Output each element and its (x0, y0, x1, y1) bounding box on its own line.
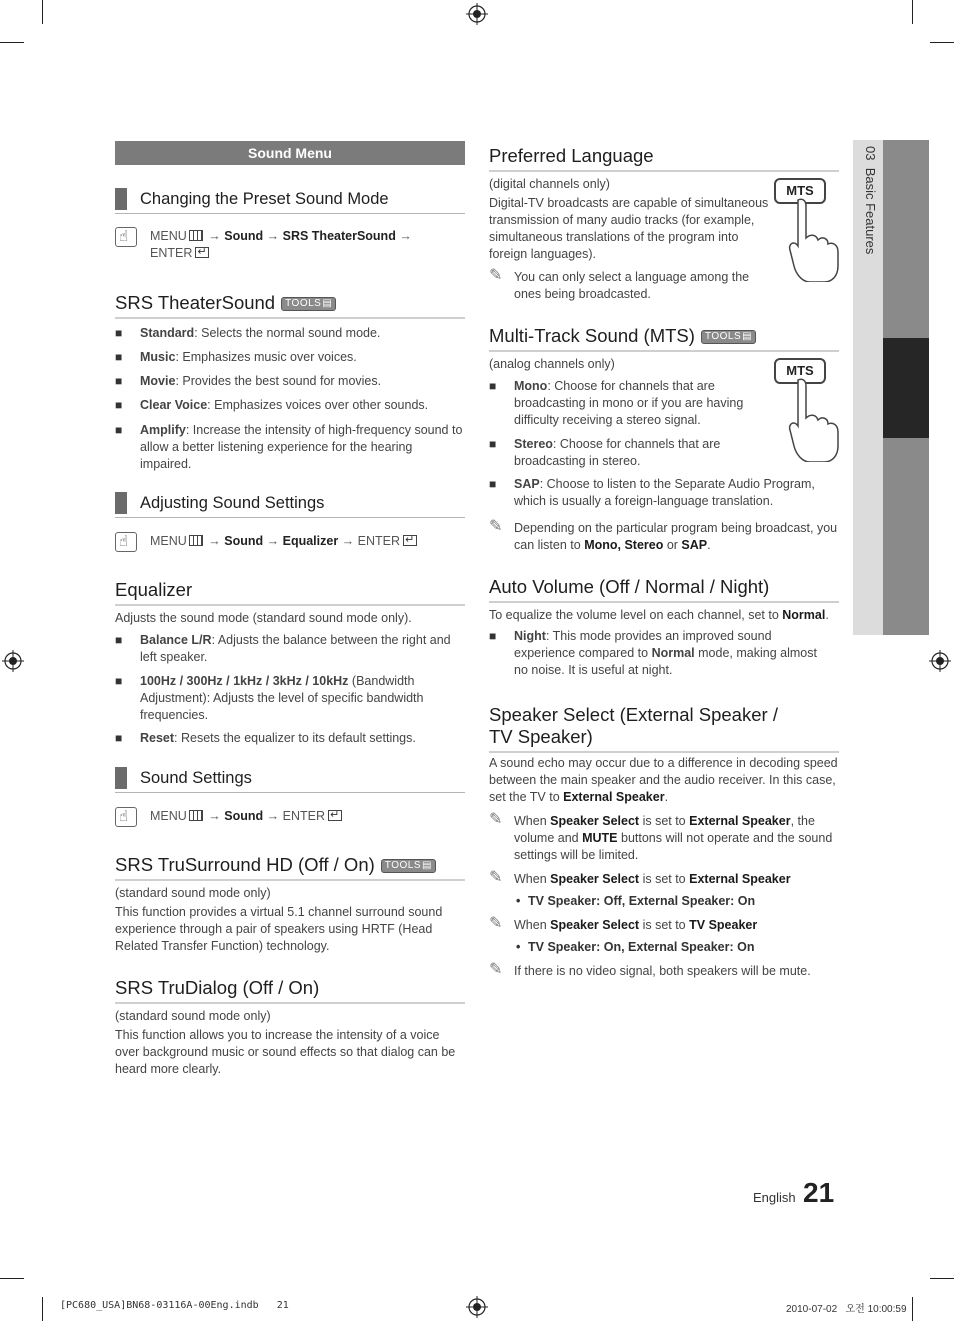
hand-icon (115, 807, 137, 827)
mts-heading: Multi-Track Sound (MTS) TOOLS ▤ (489, 325, 839, 352)
list-item: ■ Balance L/R: Adjusts the balance between the right and left speaker. (115, 632, 465, 666)
side-tab-block (883, 140, 929, 338)
preset-menu-path: ☝ MENU → Sound → SRS TheaterSound → ENTER↵ (115, 228, 445, 262)
list-item: ■ Movie: Provides the best sound for movies. (115, 373, 465, 390)
chapter-number: 03 (863, 146, 878, 161)
menu-icon (189, 230, 203, 241)
mts-button-illustration: MTS (774, 358, 826, 384)
trusurround-heading: SRS TruSurround HD (Off / On) TOOLS ▤ (115, 854, 465, 881)
mts-note: ✎ Depending on the particular program being broadcast, you can listen to Mono, Stereo or SAP. (489, 520, 839, 554)
sound-settings-menu-path: ☝ MENU → Sound → ENTER↵ (115, 808, 445, 825)
side-tab-active-block (883, 338, 929, 438)
crop-mark (0, 1278, 24, 1279)
crop-mark (0, 42, 24, 43)
finger-press-icon (786, 376, 842, 462)
side-tab-label (857, 146, 881, 346)
list-item: ■ Stereo: Choose for channels that are broadcasting in stereo. (489, 436, 754, 470)
registration-mark-icon (466, 1296, 488, 1318)
tools-badge: TOOLS ▤ (381, 859, 436, 873)
list-item: ■ 100Hz / 300Hz / 1kHz / 3kHz / 10kHz (Bandwidth Adjustment): Adjusts the level of specific bandwidth frequencies. (115, 673, 465, 724)
enter-icon (195, 247, 209, 258)
crop-mark (912, 1297, 913, 1321)
srs-theatersound-heading: SRS TheaterSound TOOLS ▤ (115, 292, 465, 319)
trusurround-sub: (standard sound mode only) (115, 886, 271, 900)
footer-file: [PC680_USA]BN68-03116A-00Eng.indb 21 (60, 1300, 289, 1311)
speaker-note: ✎ When Speaker Select is set to External Speaker (489, 871, 839, 888)
adjust-heading: Adjusting Sound Settings (115, 492, 465, 518)
chapter-title: Basic Features (863, 167, 878, 255)
sound-menu-bar: Sound Menu (115, 141, 465, 165)
footer-date: 2010-07-02 오전 10:00:59 (786, 1304, 907, 1315)
list-item: ■ Amplify: Increase the intensity of high-frequency sound to allow a better listening experience for the hearing impaired. (115, 422, 465, 473)
trudialog-body: This function allows you to increase the intensity of a voice over background music or sound effects so that dialog can be heard more clearly. (115, 1028, 456, 1076)
list-item: ■ Standard: Selects the normal sound mode. (115, 325, 465, 342)
enter-icon (403, 535, 417, 546)
speaker-select-heading: Speaker Select (External Speaker / TV Speaker) (489, 704, 839, 753)
trudialog-sub: (standard sound mode only) (115, 1009, 271, 1023)
equalizer-heading: Equalizer (115, 579, 465, 606)
hand-icon (115, 532, 137, 552)
side-tab-block (883, 438, 929, 635)
list-item: ■ SAP: Choose to listen to the Separate Audio Program, which is usually a foreign-language translation. (489, 476, 839, 510)
equalizer-intro: Adjusts the sound mode (standard sound mode only). (115, 611, 412, 625)
mts-button-illustration: MTS (774, 178, 826, 204)
crop-mark (930, 42, 954, 43)
speaker-note: ✎ When Speaker Select is set to TV Speaker (489, 917, 839, 934)
preferred-note: ✎ You can only select a language among the ones being broadcasted. (489, 269, 769, 303)
crop-mark (42, 0, 43, 24)
adjust-menu-path: ☝ MENU → Sound → Equalizer → ENTER↵ (115, 533, 445, 550)
list-item: ■ Reset: Resets the equalizer to its default settings. (115, 730, 465, 747)
speaker-note: ✎ If there is no video signal, both speakers will be mute. (489, 963, 839, 980)
list-item: ■ Clear Voice: Emphasizes voices over other sounds. (115, 397, 465, 414)
registration-mark-icon (2, 650, 24, 672)
hand-icon (115, 227, 137, 247)
crop-mark (930, 1278, 954, 1279)
tools-badge: TOOLS ▤ (281, 297, 336, 311)
preset-heading: Changing the Preset Sound Mode (115, 188, 465, 214)
preferred-language-heading: Preferred Language (489, 145, 839, 172)
list-item: ■ Music: Emphasizes music over voices. (115, 349, 465, 366)
trusurround-body: This function provides a virtual 5.1 channel surround sound experience through a pair of speakers using HRTF (Head Related Transfer Function) technology. (115, 905, 443, 953)
registration-mark-icon (929, 650, 951, 672)
tools-badge: TOOLS ▤ (701, 330, 756, 344)
auto-volume-intro: To equalize the volume level on each channel, set to Normal. (489, 608, 829, 622)
registration-mark-icon (466, 3, 488, 25)
menu-icon (189, 810, 203, 821)
speaker-body: A sound echo may occur due to a difference in decoding speed between the main speaker and the audio receiver. In this case, set the TV to External Speaker. (489, 756, 838, 804)
sound-settings-heading: Sound Settings (115, 767, 465, 793)
list-item: ■ Mono: Choose for channels that are broadcasting in mono or if you are having difficulty receiving a stereo signal. (489, 378, 754, 429)
crop-mark (42, 1297, 43, 1321)
speaker-state-item: • TV Speaker: Off, External Speaker: On (514, 893, 834, 910)
speaker-note: ✎ When Speaker Select is set to External Speaker, the volume and MUTE buttons will not operate and the sound settings will be limited. (489, 813, 839, 864)
enter-icon (328, 810, 342, 821)
footer-language: English (753, 1190, 796, 1205)
mts-sub: (analog channels only) (489, 357, 615, 371)
auto-volume-heading: Auto Volume (Off / Normal / Night) (489, 576, 839, 603)
finger-press-icon (786, 196, 842, 282)
page-number: 21 (803, 1177, 835, 1208)
preferred-sub: (digital channels only) (489, 177, 610, 191)
menu-icon (189, 535, 203, 546)
speaker-state-item: • TV Speaker: On, External Speaker: On (514, 939, 834, 956)
crop-mark (912, 0, 913, 24)
preferred-body: Digital-TV broadcasts are capable of simultaneous transmission of many audio tracks (for example, simultaneous translations of the program into foreign languages). (489, 196, 769, 261)
list-item: ■ Night: This mode provides an improved sound experience compared to Normal mode, making almost no noise. It is useful at night. (489, 628, 834, 679)
trudialog-heading: SRS TruDialog (Off / On) (115, 977, 465, 1004)
